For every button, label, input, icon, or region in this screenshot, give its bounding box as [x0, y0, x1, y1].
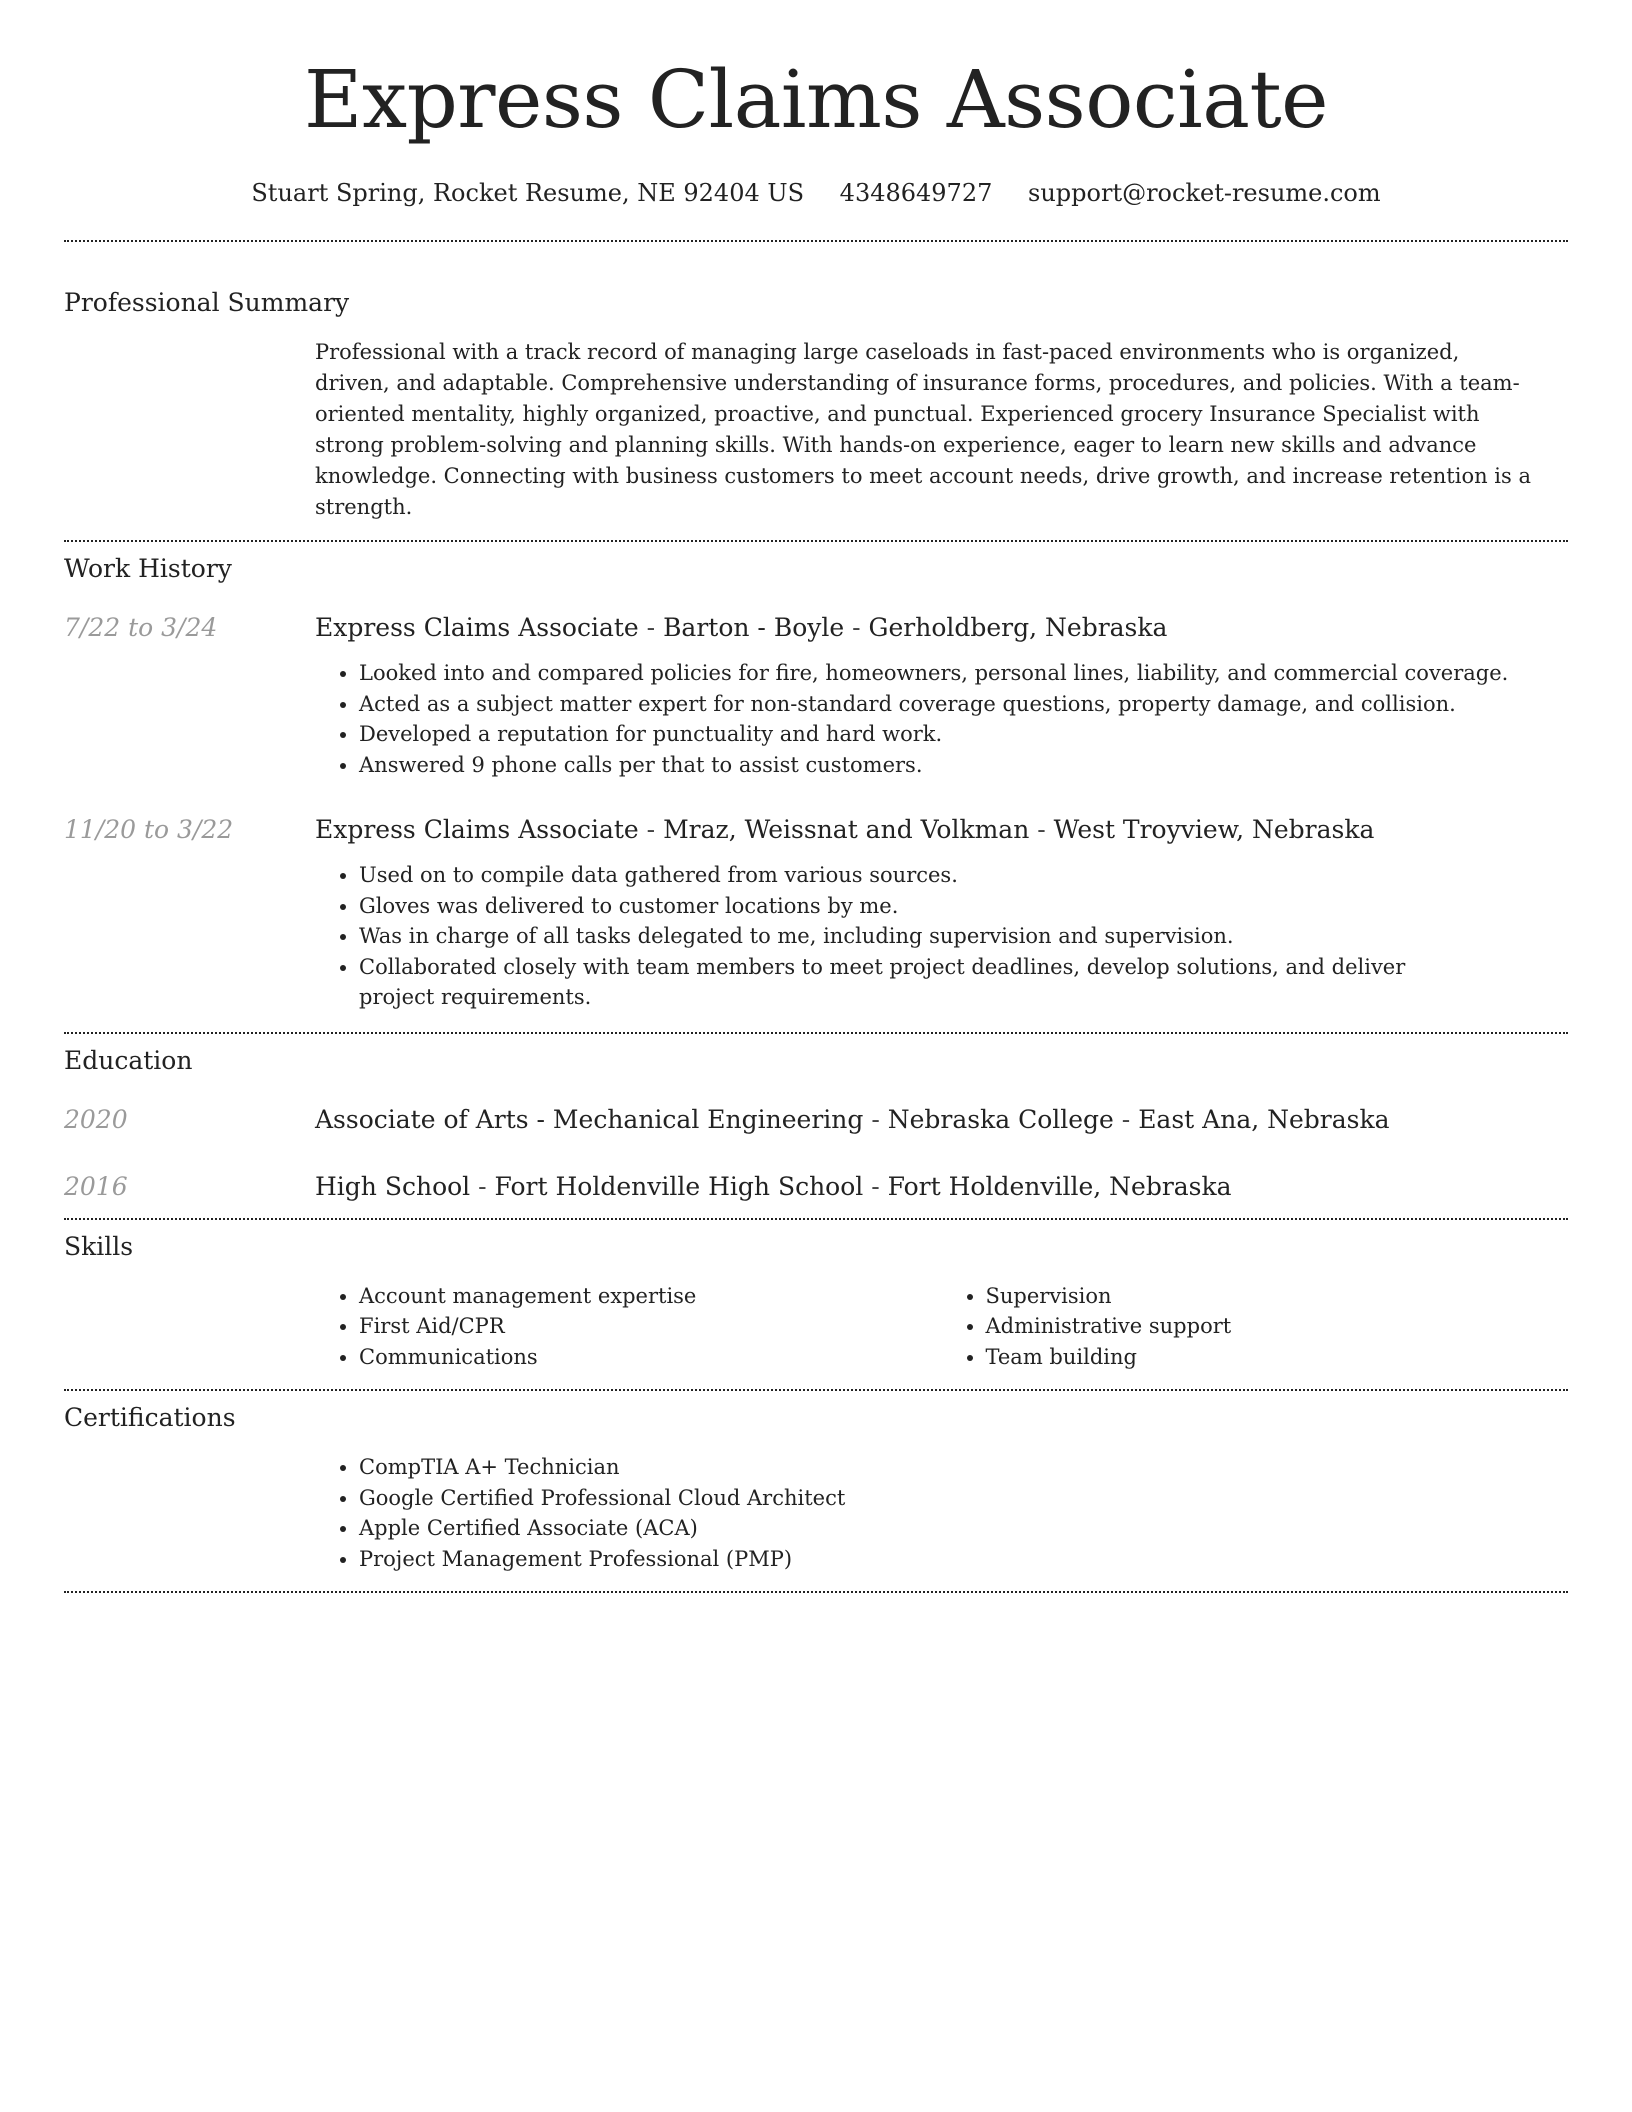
job-bullets: [315, 860, 1568, 1013]
job-dates: 7/22 to 3/24: [64, 613, 218, 642]
job-employer: Barton - Boyle: [663, 613, 845, 642]
list-item: • Administrative support: [986, 1311, 1569, 1342]
list-item: • Google Certified Professional Cloud Architect: [359, 1483, 1568, 1514]
skills-column: [315, 1281, 942, 1373]
contact-line: [64, 176, 1568, 210]
job-location: West Troyview, Nebraska: [1053, 815, 1375, 844]
education-location: East Ana, Nebraska: [1138, 1104, 1390, 1134]
list-item: • Looked into and compared policies for fire, homeowners, personal lines, liability, and commercial coverage.: [359, 658, 1568, 689]
list-item: • Developed a reputation for punctuality and hard work.: [359, 719, 1568, 750]
section-title-work: Work History: [64, 554, 232, 583]
list-item: • Was in charge of all tasks delegated to me, including supervision and supervision.: [359, 921, 1448, 952]
education-year: 2020: [64, 1104, 128, 1134]
job-entry: [64, 611, 1568, 780]
job-location: Gerholdberg, Nebraska: [868, 613, 1168, 642]
list-item: • CompTIA A+ Technician: [359, 1452, 1568, 1483]
list-item: • Team building: [986, 1342, 1569, 1373]
job-bullets: [315, 658, 1568, 780]
list-item: • Account management expertise: [359, 1281, 942, 1312]
contact-address: Stuart Spring, Rocket Resume, NE 92404 US: [251, 179, 805, 207]
divider: [64, 1591, 1568, 1593]
list-item: • First Aid/CPR: [359, 1311, 942, 1342]
education-entry: [64, 1103, 1568, 1137]
education-year: 2016: [64, 1171, 128, 1201]
list-item: • Supervision: [986, 1281, 1569, 1312]
education-heading: High School - Fort Holdenville High School - Fort Holdenville, Nebraska: [315, 1171, 1232, 1201]
job-position: Express Claims Associate: [315, 815, 639, 844]
job-entry: [64, 813, 1568, 1032]
list-item: • Communications: [359, 1342, 942, 1373]
list-item: • Collaborated closely with team members to meet project deadlines, develop solutions, and deliver project requirements.: [359, 952, 1448, 1013]
work-history-section: [64, 542, 1568, 1032]
list-item: • Apple Certified Associate (ACA): [359, 1513, 1568, 1544]
list-item: • Gloves was delivered to customer locations by me.: [359, 891, 1448, 922]
list-item: • Acted as a subject matter expert for non-standard coverage questions, property damage, and collision.: [359, 689, 1568, 720]
job-heading: Express Claims Associate - Mraz, Weissnat and Volkman - West Troyview, Nebraska: [315, 815, 1375, 844]
job-position: Express Claims Associate: [315, 613, 639, 642]
certifications-list: [315, 1452, 1568, 1574]
education-degree: High School: [315, 1171, 471, 1201]
education-entry: [64, 1170, 1568, 1218]
job-dates: 11/20 to 3/22: [64, 815, 234, 844]
job-heading: Express Claims Associate - Barton - Boyle - Gerholdberg, Nebraska: [315, 613, 1168, 642]
education-location: Fort Holdenville, Nebraska: [887, 1171, 1232, 1201]
section-title-certifications: Certifications: [64, 1403, 236, 1432]
contact-phone: 4348649727: [839, 179, 993, 207]
list-item: • Project Management Professional (PMP): [359, 1544, 1568, 1575]
education-section: [64, 1034, 1568, 1218]
resume-page: [64, 0, 1568, 1593]
education-heading: Associate of Arts - Mechanical Engineering - Nebraska College - East Ana, Nebraska: [315, 1104, 1390, 1134]
skills-section: [64, 1220, 1568, 1390]
education-degree: Associate of Arts - Mechanical Engineering: [315, 1104, 864, 1134]
section-title-summary: Professional Summary: [64, 288, 350, 317]
candidate-name: Express Claims Associate: [304, 53, 1328, 146]
job-employer: Mraz, Weissnat and Volkman: [663, 815, 1030, 844]
list-item: • Used on to compile data gathered from various sources.: [359, 860, 1448, 891]
summary-section: [64, 242, 1568, 540]
education-school: Nebraska College: [887, 1104, 1114, 1134]
section-title-skills: Skills: [64, 1231, 134, 1261]
skills-column: [942, 1281, 1569, 1373]
education-school: Fort Holdenville High School: [494, 1171, 864, 1201]
summary-text: Professional with a track record of managing large caseloads in fast-paced environments who is organized, driven, and adaptable. Comprehensive understanding of insurance forms, procedures, and policies. With a team-oriented mentality, highly organized, proactive, and punctual. Experienced grocery Insurance Specialist with strong problem-solving and planning skills. With hands-on experience, eager to learn new skills and advance knowledge. Connecting with business customers to meet account needs, drive growth, and increase retention is a strength.: [315, 340, 1531, 519]
section-title-education: Education: [64, 1045, 193, 1075]
contact-email: support@rocket-resume.com: [1028, 179, 1381, 207]
certifications-section: [64, 1391, 1568, 1591]
list-item: • Answered 9 phone calls per that to assist customers.: [359, 750, 1568, 781]
